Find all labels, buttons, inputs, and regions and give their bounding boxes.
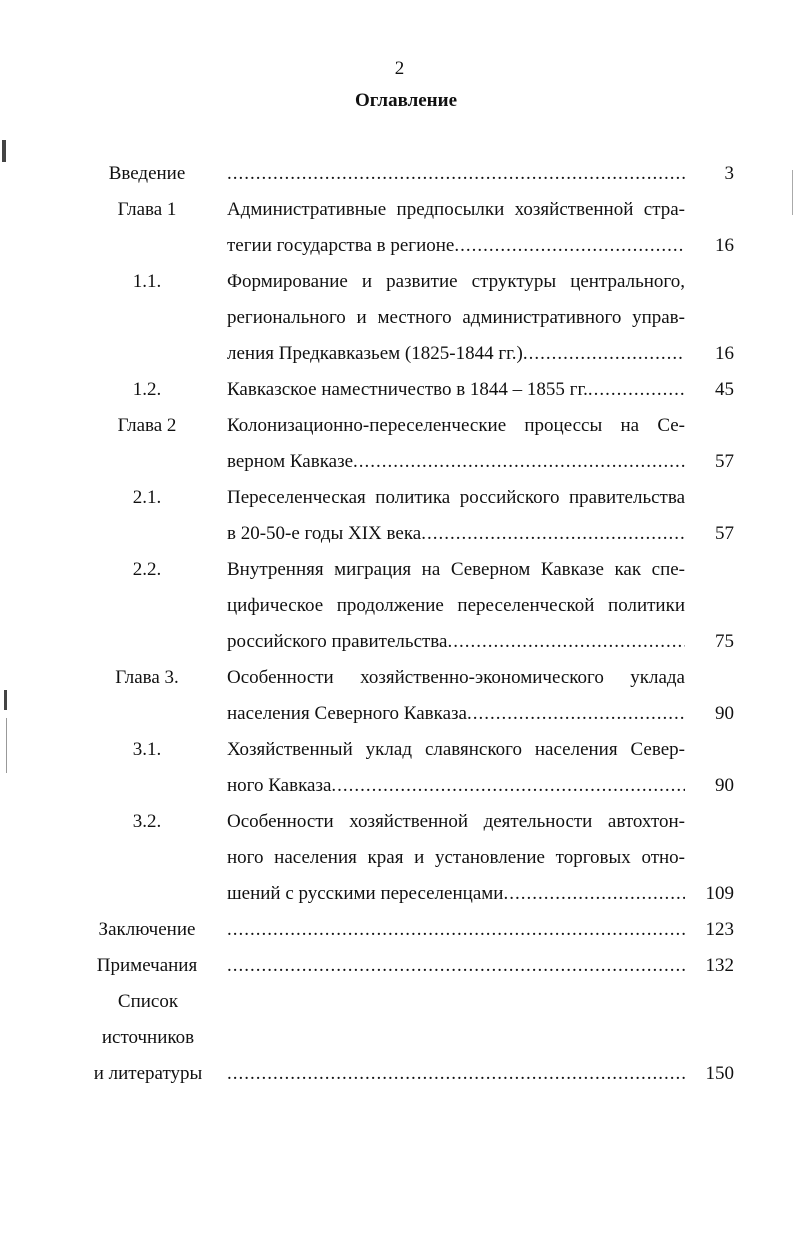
toc-entry-title-text: ления Предкавказьем (1825-1844 гг.) bbox=[227, 343, 523, 364]
toc-entry-page: 132 bbox=[705, 955, 734, 976]
toc-entry-title-line: Особенности хозяйственной деятельности автохтон- bbox=[227, 811, 685, 832]
toc-entry bbox=[0, 552, 799, 660]
toc-entry bbox=[0, 804, 799, 912]
toc-entry-label: Глава 3. bbox=[115, 667, 179, 688]
dot-leader bbox=[353, 444, 685, 480]
toc-entry-page: 123 bbox=[705, 919, 734, 940]
toc-entry-title-line bbox=[227, 336, 685, 372]
dot-leader bbox=[421, 516, 685, 552]
toc-entry-title-line bbox=[227, 156, 685, 192]
toc-entry-label: 1.1. bbox=[132, 271, 162, 292]
toc-entry-title-line bbox=[227, 444, 685, 480]
toc-entry-title bbox=[227, 480, 685, 552]
table-of-contents bbox=[0, 156, 799, 1092]
toc-entry-title-line bbox=[227, 948, 685, 984]
dot-leader bbox=[227, 156, 685, 192]
scan-mark bbox=[4, 690, 7, 710]
toc-entry-title-line bbox=[227, 768, 685, 804]
toc-entry bbox=[0, 408, 799, 480]
toc-entry-title-line bbox=[227, 696, 685, 732]
toc-entry-page: 75 bbox=[715, 631, 734, 652]
dot-leader bbox=[588, 372, 685, 408]
toc-entry-title bbox=[227, 660, 685, 732]
toc-entry-label: 3.2. bbox=[132, 811, 162, 832]
toc-entry-page: 90 bbox=[715, 775, 734, 796]
toc-entry-title-text: верном Кавказе bbox=[227, 451, 354, 472]
toc-entry-title-line: цифическое продолжение переселенческой политики bbox=[227, 595, 685, 616]
toc-entry-title-line bbox=[227, 372, 685, 408]
dot-leader bbox=[227, 948, 685, 984]
dot-leader bbox=[467, 696, 685, 732]
toc-entry-title-line: Особенности хозяйственно-экономического уклада bbox=[227, 667, 685, 688]
toc-entry bbox=[0, 480, 799, 552]
toc-entry-title-text: шений с русскими переселенцами bbox=[227, 883, 504, 904]
toc-entry-page: 57 bbox=[715, 451, 734, 472]
toc-entry-page: 3 bbox=[724, 163, 734, 184]
page-number: 2 bbox=[394, 58, 405, 79]
toc-entry-title-line: Внутренняя миграция на Северном Кавказе как спе- bbox=[227, 559, 685, 580]
toc-entry-title-text: российского правительства bbox=[227, 631, 448, 652]
toc-entry-page: 16 bbox=[715, 235, 734, 256]
toc-entry-title bbox=[227, 732, 685, 804]
dot-leader bbox=[523, 336, 685, 372]
toc-entry-title-line: Административные предпосылки хозяйственной стра- bbox=[227, 199, 685, 220]
toc-entry-title-line: Переселенческая политика российского правительства bbox=[227, 487, 685, 508]
dot-leader bbox=[454, 228, 685, 264]
toc-entry-label: Глава 1 bbox=[117, 199, 177, 220]
toc-entry-title-text: ного Кавказа bbox=[227, 775, 332, 796]
toc-entry bbox=[0, 660, 799, 732]
toc-entry-title bbox=[227, 804, 685, 912]
toc-entry-title-line: Хозяйственный уклад славянского населения Север- bbox=[227, 739, 685, 760]
toc-entry bbox=[0, 156, 799, 192]
toc-entry-title bbox=[227, 948, 685, 984]
toc-entry-label: Введение bbox=[108, 163, 186, 184]
toc-entry-title-line bbox=[227, 1056, 685, 1092]
toc-entry bbox=[0, 372, 799, 408]
toc-entry-page: 45 bbox=[715, 379, 734, 400]
toc-entry-title bbox=[227, 156, 685, 192]
toc-entry-label: 3.1. bbox=[132, 739, 162, 760]
dot-leader bbox=[447, 624, 685, 660]
toc-entry-label-line: и литературы bbox=[93, 1063, 203, 1084]
page-title: Оглавление bbox=[354, 90, 458, 111]
toc-entry-title-text: в 20-50-е годы XIX века bbox=[227, 523, 422, 544]
toc-entry-title bbox=[227, 408, 685, 480]
toc-entry-title-line: Формирование и развитие структуры центрального, bbox=[227, 271, 685, 292]
scan-mark bbox=[792, 170, 793, 215]
toc-entry-page: 150 bbox=[705, 1063, 734, 1084]
toc-entry-title-line bbox=[227, 876, 685, 912]
toc-entry-page: 90 bbox=[715, 703, 734, 724]
toc-entry-label-line: источников bbox=[101, 1027, 195, 1048]
toc-entry-page: 109 bbox=[705, 883, 734, 904]
toc-entry-title bbox=[227, 912, 685, 948]
toc-entry-label: 1.2. bbox=[132, 379, 162, 400]
scan-mark bbox=[6, 718, 7, 773]
dot-leader bbox=[503, 876, 685, 912]
toc-entry bbox=[0, 984, 799, 1092]
toc-entry-title bbox=[227, 264, 685, 372]
toc-entry-title-line bbox=[227, 912, 685, 948]
toc-entry-label: 2.2. bbox=[132, 559, 162, 580]
toc-entry bbox=[0, 192, 799, 264]
toc-entry-title-line: регионального и местного административного управ- bbox=[227, 307, 685, 328]
toc-entry-label: Глава 2 bbox=[117, 415, 177, 436]
toc-entry-title bbox=[227, 372, 685, 408]
toc-entry-label: Заключение bbox=[98, 919, 196, 940]
toc-entry-title-text: населения Северного Кавказа bbox=[227, 703, 467, 724]
toc-entry-label-line: Список bbox=[117, 991, 179, 1012]
toc-entry-label: Примечания bbox=[96, 955, 198, 976]
dot-leader bbox=[331, 768, 685, 804]
toc-entry-title bbox=[227, 1056, 685, 1092]
toc-entry-title-line bbox=[227, 228, 685, 264]
toc-entry-title-text: Кавказское наместничество в 1844 – 1855 гг. bbox=[227, 379, 588, 400]
toc-entry-label: 2.1. bbox=[132, 487, 162, 508]
toc-entry-title-line: Колонизационно-переселенческие процессы на Се- bbox=[227, 415, 685, 436]
toc-entry bbox=[0, 264, 799, 372]
toc-entry bbox=[0, 948, 799, 984]
toc-entry-title-line bbox=[227, 624, 685, 660]
toc-entry-title-text: тегии государства в регионе bbox=[227, 235, 455, 256]
toc-entry-title bbox=[227, 192, 685, 264]
toc-entry-title-line bbox=[227, 516, 685, 552]
toc-entry-title bbox=[227, 552, 685, 660]
toc-entry-page: 57 bbox=[715, 523, 734, 544]
toc-entry-page: 16 bbox=[715, 343, 734, 364]
toc-entry bbox=[0, 732, 799, 804]
toc-entry-label bbox=[76, 984, 220, 1092]
scan-mark bbox=[2, 140, 6, 162]
dot-leader bbox=[227, 1056, 685, 1092]
toc-entry bbox=[0, 912, 799, 948]
toc-entry-title-line: ного населения края и установление торговых отно- bbox=[227, 847, 685, 868]
dot-leader bbox=[227, 912, 685, 948]
